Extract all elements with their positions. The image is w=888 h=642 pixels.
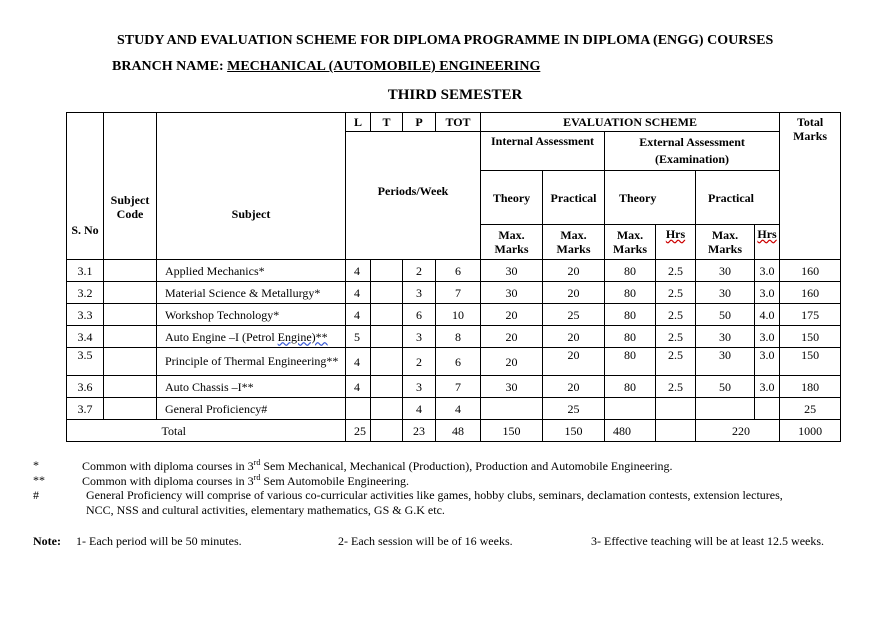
cell-subject: Workshop Technology*	[157, 304, 346, 326]
cell-ext-practical-hrs: 3.0	[755, 348, 780, 376]
cell-sno: 3.3	[67, 304, 104, 326]
header-tot: TOT	[436, 113, 481, 132]
cell-sno: 3.5	[67, 348, 104, 376]
cell-total-l: 25	[346, 420, 371, 442]
cell-p: 2	[403, 348, 436, 376]
cell-l: 4	[346, 376, 371, 398]
cell-int-practical: 25	[543, 304, 605, 326]
cell-p: 3	[403, 376, 436, 398]
header-hrs-text: Hrs	[665, 227, 686, 241]
cell-t	[371, 282, 403, 304]
cell-l: 4	[346, 304, 371, 326]
cell-int-theory	[481, 398, 543, 420]
footnote-symbol: **	[33, 473, 45, 487]
cell-ext-practical: 30	[696, 260, 755, 282]
branch-label: BRANCH NAME:	[112, 59, 228, 74]
cell-ext-theory-hrs: 2.5	[656, 260, 696, 282]
cell-sno: 3.2	[67, 282, 104, 304]
cell-total-marks: 1000	[780, 420, 841, 442]
header-subject: Subject	[157, 113, 346, 260]
cell-l	[346, 398, 371, 420]
cell-ext-theory: 80	[605, 260, 656, 282]
cell-code	[104, 260, 157, 282]
table-row	[67, 376, 841, 398]
cell-subject-text-flagged: Engine)**	[277, 329, 328, 344]
header-hrs	[755, 225, 780, 260]
cell-total: 160	[780, 260, 841, 282]
table-row	[67, 398, 841, 420]
footnote-symbol: #	[33, 488, 39, 502]
header-total-marks: Total Marks	[780, 113, 841, 260]
header-ext-practical: Practical	[696, 171, 780, 225]
header-internal-assessment: Internal Assessment	[481, 132, 605, 171]
cell-t	[371, 398, 403, 420]
cell-ext-theory: 80	[605, 376, 656, 398]
cell-ext-practical: 30	[696, 348, 755, 376]
cell-subject: General Proficiency#	[157, 398, 346, 420]
cell-tot: 10	[436, 304, 481, 326]
cell-ext-theory-hrs: 2.5	[656, 326, 696, 348]
footnote-sup: rd	[253, 473, 261, 482]
cell-int-practical: 20	[543, 376, 605, 398]
cell-t	[371, 326, 403, 348]
cell-total-ext-practical: 220	[696, 420, 780, 442]
cell-ext-theory: 80	[605, 326, 656, 348]
cell-ext-theory-hrs: 2.5	[656, 376, 696, 398]
cell-ext-practical-hrs: 3.0	[755, 376, 780, 398]
cell-ext-theory	[605, 398, 656, 420]
cell-p: 3	[403, 282, 436, 304]
table-row	[67, 282, 841, 304]
footnote-text	[82, 473, 409, 489]
cell-ext-theory: 80	[605, 304, 656, 326]
cell-ext-practical: 30	[696, 282, 755, 304]
header-ext-theory: Theory	[605, 171, 696, 225]
cell-t	[371, 260, 403, 282]
cell-total: 160	[780, 282, 841, 304]
footnote-text-b: Sem Automobile Engineering.	[260, 474, 409, 488]
header-sno: S. No	[67, 113, 104, 260]
cell-ext-theory-hrs: 2.5	[656, 348, 696, 376]
cell-int-theory: 30	[481, 282, 543, 304]
cell-ext-practical: 30	[696, 326, 755, 348]
cell-total: 150	[780, 326, 841, 348]
cell-subject: Material Science & Metallurgy*	[157, 282, 346, 304]
cell-int-practical: 20	[543, 260, 605, 282]
cell-ext-practical: 50	[696, 304, 755, 326]
footnote-symbol: *	[33, 458, 39, 472]
cell-code	[104, 304, 157, 326]
branch-value: MECHANICAL (AUTOMOBILE) ENGINEERING	[227, 59, 541, 74]
footnote-text-b: Sem Mechanical, Mechanical (Production), Production and Automobile Engineering.	[260, 459, 673, 473]
cell-ext-practical-hrs: 3.0	[755, 282, 780, 304]
header-hrs-text: Hrs	[757, 227, 777, 241]
cell-total-t	[371, 420, 403, 442]
footnote-text-a: Common with diploma courses in 3	[82, 459, 254, 473]
cell-p: 3	[403, 326, 436, 348]
table-row	[67, 304, 841, 326]
header-p: P	[403, 113, 436, 132]
cell-int-theory: 20	[481, 326, 543, 348]
cell-ext-practical: 50	[696, 376, 755, 398]
cell-code	[104, 376, 157, 398]
cell-tot: 6	[436, 348, 481, 376]
cell-total: 180	[780, 376, 841, 398]
cell-subject: Principle of Thermal Engineering**	[157, 348, 346, 376]
header-int-practical: Practical	[543, 171, 605, 225]
cell-ext-practical-hrs: 4.0	[755, 304, 780, 326]
footnote-text: General Proficiency will comprise of various co-curricular activities like games, hobby clubs, seminars, declamation contests, extension lectures,	[86, 488, 783, 502]
cell-tot: 7	[436, 282, 481, 304]
cell-total: 175	[780, 304, 841, 326]
cell-tot: 6	[436, 260, 481, 282]
cell-total-int-practical: 150	[543, 420, 605, 442]
table-total-row	[67, 420, 841, 442]
cell-total-int-theory: 150	[481, 420, 543, 442]
cell-sno: 3.7	[67, 398, 104, 420]
cell-total-p: 23	[403, 420, 436, 442]
evaluation-scheme-table	[66, 112, 841, 442]
cell-tot: 7	[436, 376, 481, 398]
cell-int-practical: 20	[543, 348, 605, 376]
note-item: 3- Effective teaching will be at least 12.5 weeks.	[591, 534, 825, 548]
cell-blank	[67, 420, 104, 442]
document-title: STUDY AND EVALUATION SCHEME FOR DIPLOMA PROGRAMME IN DIPLOMA (ENGG) COURSES	[117, 33, 774, 48]
cell-subject: Applied Mechanics*	[157, 260, 346, 282]
cell-ext-theory-hrs: 2.5	[656, 282, 696, 304]
cell-t	[371, 348, 403, 376]
header-max-marks: Max. Marks	[543, 225, 605, 260]
semester-title: THIRD SEMESTER	[387, 87, 523, 103]
cell-p: 2	[403, 260, 436, 282]
cell-sno: 3.6	[67, 376, 104, 398]
cell-total-ext-theory: 480	[605, 420, 656, 442]
cell-code	[104, 348, 157, 376]
header-max-marks: Max. Marks	[481, 225, 543, 260]
cell-t	[371, 304, 403, 326]
cell-sno: 3.4	[67, 326, 104, 348]
header-subject-code: Subject Code	[104, 113, 157, 260]
table-row	[67, 348, 841, 376]
cell-tot: 8	[436, 326, 481, 348]
header-t: T	[371, 113, 403, 132]
footnote-text: NCC, NSS and cultural activities, elementary mathematics, GS & G.K etc.	[86, 503, 445, 517]
cell-ext-practical-hrs: 3.0	[755, 326, 780, 348]
cell-p: 4	[403, 398, 436, 420]
header-hrs	[656, 225, 696, 260]
cell-total-tot: 48	[436, 420, 481, 442]
cell-total-label: Total	[104, 420, 346, 442]
table-row	[67, 260, 841, 282]
cell-subject	[157, 326, 346, 348]
branch-name	[112, 59, 540, 75]
cell-subject: Auto Chassis –I**	[157, 376, 346, 398]
header-periods-week: Periods/Week	[346, 132, 481, 260]
cell-int-practical: 25	[543, 398, 605, 420]
cell-int-theory: 20	[481, 304, 543, 326]
cell-code	[104, 326, 157, 348]
cell-total: 25	[780, 398, 841, 420]
cell-l: 5	[346, 326, 371, 348]
cell-code	[104, 282, 157, 304]
cell-total: 150	[780, 348, 841, 376]
cell-int-practical: 20	[543, 282, 605, 304]
header-max-marks: Max. Marks	[605, 225, 656, 260]
cell-ext-theory-hrs	[656, 398, 696, 420]
note-label: Note:	[33, 534, 61, 548]
cell-int-theory: 30	[481, 260, 543, 282]
cell-t	[371, 376, 403, 398]
table-row	[67, 326, 841, 348]
cell-l: 4	[346, 260, 371, 282]
cell-ext-practical	[696, 398, 755, 420]
note-item: 1- Each period will be 50 minutes.	[76, 534, 242, 548]
footnote-sup: rd	[253, 458, 261, 467]
header-external-assessment: External Assessment (Examination)	[605, 132, 780, 171]
cell-ext-practical-hrs: 3.0	[755, 260, 780, 282]
cell-l: 4	[346, 348, 371, 376]
header-l: L	[346, 113, 371, 132]
cell-l: 4	[346, 282, 371, 304]
header-evaluation-scheme: EVALUATION SCHEME	[481, 113, 780, 132]
header-max-marks: Max. Marks	[696, 225, 755, 260]
note-item: 2- Each session will be of 16 weeks.	[338, 534, 513, 548]
footnote-text	[82, 458, 673, 474]
cell-ext-practical-hrs	[755, 398, 780, 420]
cell-p: 6	[403, 304, 436, 326]
cell-tot: 4	[436, 398, 481, 420]
cell-ext-theory: 80	[605, 348, 656, 376]
cell-subject-text: Auto Engine –I (Petrol	[165, 329, 278, 344]
cell-ext-theory: 80	[605, 282, 656, 304]
cell-int-theory: 30	[481, 376, 543, 398]
cell-ext-theory-hrs: 2.5	[656, 304, 696, 326]
cell-int-practical: 20	[543, 326, 605, 348]
cell-int-theory: 20	[481, 348, 543, 376]
cell-sno: 3.1	[67, 260, 104, 282]
cell-code	[104, 398, 157, 420]
cell-total-ext-theory-hrs	[656, 420, 696, 442]
footnote-text-a: Common with diploma courses in 3	[82, 474, 254, 488]
header-int-theory: Theory	[481, 171, 543, 225]
